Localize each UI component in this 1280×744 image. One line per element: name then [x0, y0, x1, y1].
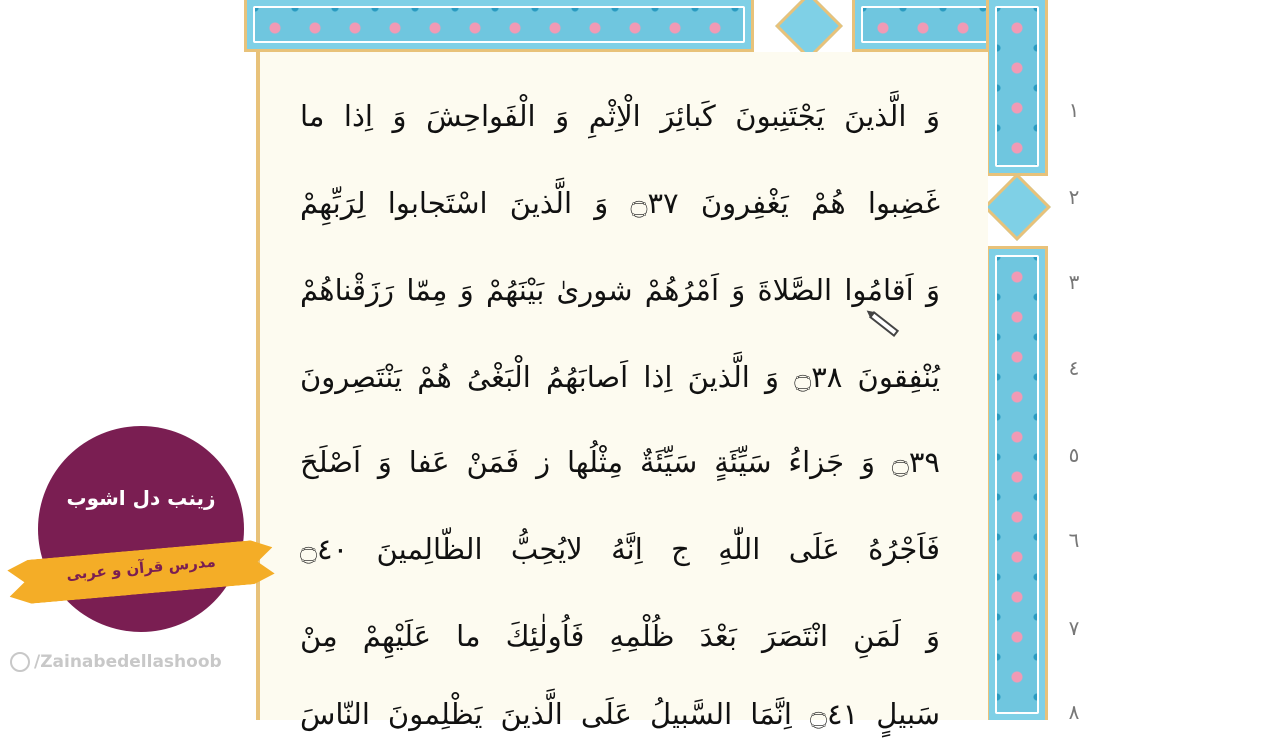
verse-line-6: فَاَجْرُهُ عَلَی اللّٰهِ ج اِنَّهُ لایُحِبُّ الظّالِمینَ ۝٤٠: [300, 532, 940, 566]
badge-circle: [38, 426, 244, 632]
teacher-title: مدرس قرآن و عربی: [65, 552, 217, 584]
watermark-handle: /Zainabedellashoob: [34, 652, 222, 672]
frame-diamond-side: [983, 173, 1051, 241]
verse-line-1: وَ الَّذینَ یَجْتَنِبونَ کَبائِرَ الْاِثْمِ وَ الْفَواحِشَ وَ اِذا ما: [300, 99, 940, 133]
verse-line-4: یُنْفِقونَ ۝٣٨ وَ الَّذینَ اِذا اَصابَهُمُ الْبَغْیُ هُمْ یَنْتَصِرونَ: [300, 360, 940, 394]
verse-line-7: وَ لَمَنِ انْتَصَرَ بَعْدَ ظُلْمِهِ فَاُولٰئِكَ ما عَلَیْهِمْ مِنْ: [300, 619, 940, 653]
line-number: ٤: [1068, 356, 1080, 380]
line-number: ١: [1068, 98, 1080, 122]
verse-text-block: [300, 0, 940, 731]
floral-ornament: [995, 255, 1039, 714]
line-number: ٧: [1068, 616, 1080, 640]
teacher-name: زینب دل اشوب: [66, 486, 216, 510]
verse-line-5: ۝٣٩ وَ جَزاءُ سَیِّئَةٍ سَیِّئَةٌ مِثْلُها ز فَمَنْ عَفا وَ اَصْلَحَ: [300, 445, 940, 479]
line-number: ٨: [1068, 700, 1080, 724]
floral-ornament: [995, 6, 1039, 167]
line-number: ٥: [1068, 443, 1080, 467]
verse-line-8: سَبیلٍ ۝٤١ اِنَّمَا السَّبیلُ عَلَی الَّذینَ یَظْلِمونَ النّاسَ: [300, 697, 940, 731]
frame-right-upper-border: [986, 0, 1048, 176]
instagram-icon: [10, 652, 30, 672]
line-number: ٢: [1068, 185, 1080, 209]
instagram-watermark: [10, 652, 222, 672]
frame-right-lower-border: [986, 246, 1048, 720]
line-number: ٣: [1068, 270, 1080, 294]
verse-line-2: غَضِبوا هُمْ یَغْفِرونَ ۝٣٧ وَ الَّذینَ اسْتَجابوا لِرَبِّهِمْ: [300, 186, 940, 220]
verse-line-3: وَ اَقامُوا الصَّلاةَ وَ اَمْرُهُمْ شوریٰ بَیْنَهُمْ وَ مِمّا رَزَقْناهُمْ: [300, 273, 940, 307]
teacher-badge: [0, 420, 290, 650]
line-number: ٦: [1068, 528, 1080, 552]
